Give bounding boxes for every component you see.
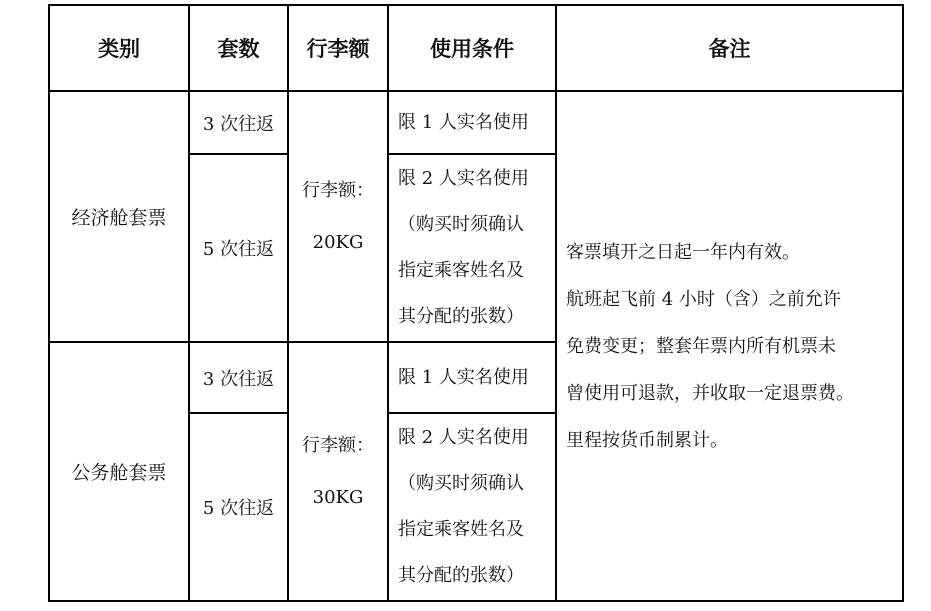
condition-cell: 限 1 人实名使用 (388, 342, 556, 413)
header-sets: 套数 (189, 5, 288, 91)
condition-line: 其分配的张数） (398, 565, 524, 586)
condition-line: （购买时须确认 (398, 214, 524, 235)
luggage-economy (288, 91, 388, 342)
ticket-package-table (48, 4, 904, 602)
luggage-label: 行李额： (302, 179, 374, 201)
sets-cell: 3 次往返 (189, 342, 288, 413)
luggage-label: 行李额： (302, 434, 374, 456)
header-conditions: 使用条件 (388, 5, 556, 91)
category-economy: 经济舱套票 (49, 91, 189, 342)
condition-line: 指定乘客姓名及 (398, 519, 524, 540)
condition-line: 其分配的张数） (398, 306, 524, 327)
condition-line: 指定乘客姓名及 (398, 260, 524, 281)
header-remarks: 备注 (556, 5, 903, 91)
luggage-value: 20KG (312, 231, 364, 253)
header-category: 类别 (49, 5, 189, 91)
condition-cell (388, 154, 556, 342)
remark-line: 客票填开之日起一年内有效。 (566, 241, 800, 263)
luggage-business (288, 342, 388, 601)
table-header-row (49, 5, 903, 91)
sets-cell: 5 次往返 (189, 154, 288, 342)
sets-cell: 5 次往返 (189, 413, 288, 601)
remark-line: 里程按货币制累计。 (566, 429, 728, 451)
table-row (49, 91, 903, 154)
condition-line: （购买时须确认 (398, 473, 524, 494)
category-business: 公务舱套票 (49, 342, 189, 601)
condition-line: 限 2 人实名使用 (398, 168, 529, 189)
sets-cell: 3 次往返 (189, 91, 288, 154)
header-luggage: 行李额 (288, 5, 388, 91)
luggage-value: 30KG (312, 486, 364, 508)
remark-line: 航班起飞前 4 小时（含）之前允许 (566, 288, 841, 310)
remark-line: 免费变更；整套年票内所有机票未 (566, 335, 836, 357)
remark-line: 曾使用可退款，并收取一定退票费。 (566, 382, 854, 404)
condition-cell: 限 1 人实名使用 (388, 91, 556, 154)
condition-line: 限 2 人实名使用 (398, 427, 529, 448)
remarks-cell (556, 91, 903, 601)
condition-cell (388, 413, 556, 601)
